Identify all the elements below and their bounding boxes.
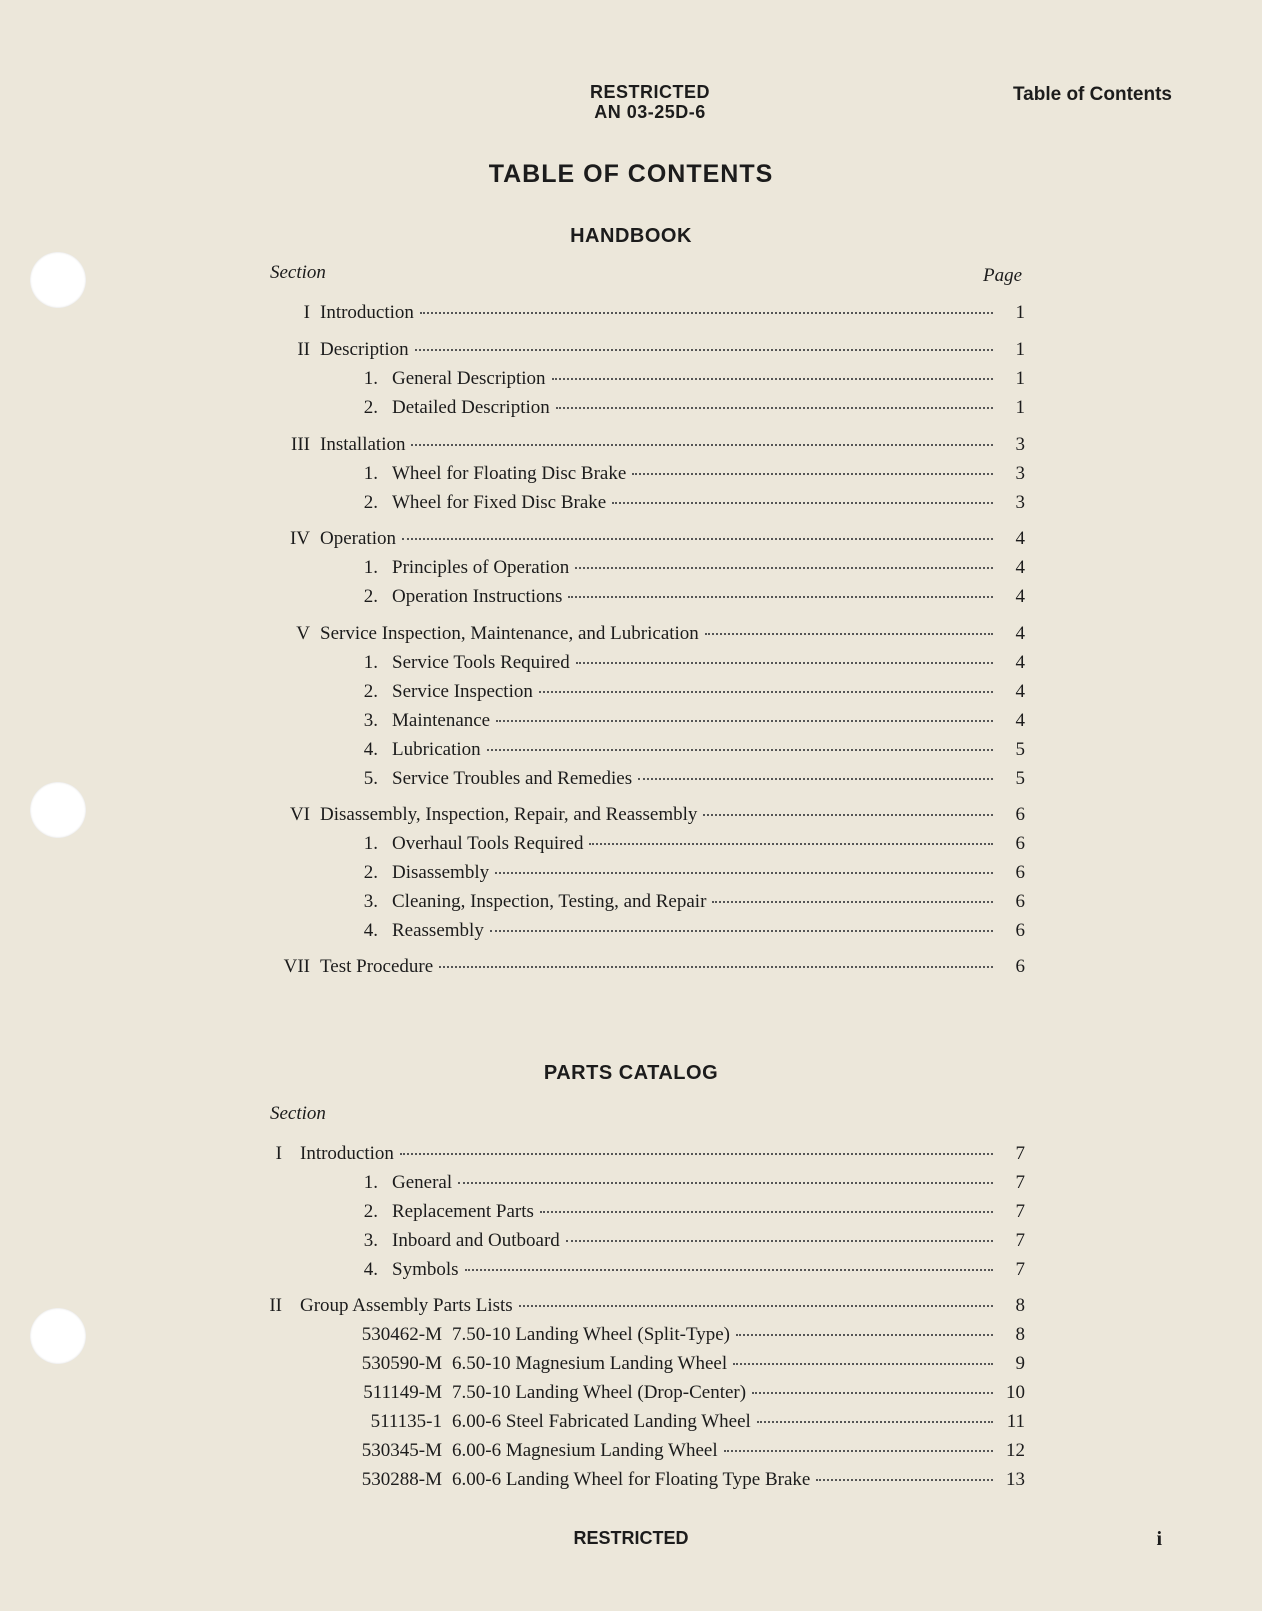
toc-row (270, 679, 1025, 705)
toc-row (270, 737, 1025, 763)
leader-dots (552, 378, 993, 380)
toc-page: 6 (1015, 862, 1025, 883)
toc-number: 530345-M (361, 1440, 442, 1461)
toc-entry (392, 918, 997, 944)
toc-entry (392, 708, 997, 734)
leader-dots (411, 444, 993, 446)
leader-dots (458, 1182, 993, 1184)
toc-number: VII (283, 956, 310, 977)
toc-number: II (269, 1295, 282, 1316)
toc-label: Replacement Parts (392, 1201, 534, 1222)
toc-number: VI (289, 804, 310, 825)
leader-dots (736, 1334, 993, 1336)
toc-label: 6.00-6 Steel Fabricated Landing Wheel (452, 1411, 751, 1432)
punch-hole (30, 1308, 86, 1364)
toc-page: 8 (1015, 1324, 1025, 1345)
toc-page: 6 (1015, 891, 1025, 912)
toc-entry (392, 490, 997, 516)
leader-dots (465, 1269, 993, 1271)
toc-number: 530590-M (361, 1353, 442, 1374)
toc-label: Group Assembly Parts Lists (300, 1295, 513, 1316)
toc-label: Disassembly (392, 862, 490, 883)
toc-number: 3. (363, 1230, 378, 1251)
toc-page: 4 (1015, 586, 1025, 607)
punch-hole (30, 782, 86, 838)
toc-row (270, 954, 1025, 980)
toc-row (270, 831, 1025, 857)
toc-page: 7 (1015, 1172, 1025, 1193)
leader-dots (400, 1153, 993, 1155)
toc-number: 2. (363, 586, 378, 607)
leader-dots (420, 312, 993, 314)
toc-page: 4 (1015, 710, 1025, 731)
toc-label: 6.00-6 Magnesium Landing Wheel (452, 1440, 718, 1461)
toc-label: Description (320, 339, 409, 360)
toc-number: 3. (363, 710, 378, 731)
toc-page: 4 (1015, 623, 1025, 644)
toc-row (270, 337, 1025, 363)
toc-row (270, 490, 1025, 516)
toc-number: I (275, 1143, 282, 1164)
toc-entry (392, 1170, 997, 1196)
leader-dots (705, 633, 993, 635)
toc-page: 4 (1015, 557, 1025, 578)
toc-number: 2. (363, 1201, 378, 1222)
toc-page: 11 (1006, 1411, 1025, 1432)
toc-row (270, 526, 1025, 552)
toc-label: Installation (320, 434, 406, 455)
toc-entry (300, 1293, 997, 1319)
toc-page: 7 (1015, 1143, 1025, 1164)
toc-row (270, 461, 1025, 487)
toc-number: 2. (363, 681, 378, 702)
toc-label: Wheel for Floating Disc Brake (392, 463, 627, 484)
toc-label: General (392, 1172, 453, 1193)
toc-row (270, 1170, 1025, 1196)
toc-row (270, 366, 1025, 392)
toc-entry (392, 889, 997, 915)
leader-dots (495, 872, 993, 874)
toc-entry (392, 461, 997, 487)
leader-dots (540, 1211, 993, 1213)
toc-number: 2. (363, 862, 378, 883)
toc-entry (320, 337, 997, 363)
toc-label: Introduction (300, 1143, 394, 1164)
toc-entry (320, 802, 997, 828)
toc-page: 4 (1015, 652, 1025, 673)
toc-label: Detailed Description (392, 397, 550, 418)
toc-row (270, 802, 1025, 828)
toc-entry (392, 395, 997, 421)
toc-entry (392, 366, 997, 392)
leader-dots (757, 1421, 993, 1423)
toc-entry (452, 1351, 997, 1377)
toc-entry (392, 1228, 997, 1254)
toc-entry (452, 1467, 997, 1493)
running-title: Table of Contents (1012, 84, 1172, 105)
toc-entry (452, 1322, 997, 1348)
toc-label: 6.00-6 Landing Wheel for Floating Type Brake (452, 1469, 811, 1490)
toc-number: 2. (363, 397, 378, 418)
leader-dots (439, 966, 993, 968)
toc-number: 1. (363, 463, 378, 484)
leader-dots (589, 843, 993, 845)
toc-number: 4. (363, 1259, 378, 1280)
toc-entry (392, 860, 997, 886)
toc-page: 3 (1015, 434, 1025, 455)
toc-row (270, 1409, 1025, 1435)
punch-hole (30, 252, 86, 308)
leader-dots (752, 1392, 993, 1394)
toc-page: 9 (1015, 1353, 1025, 1374)
toc-entry (392, 766, 997, 792)
handbook-section-label: Section (270, 262, 326, 283)
toc-label: Service Inspection, Maintenance, and Lubrication (320, 623, 699, 644)
toc-page: 1 (1015, 339, 1025, 360)
toc-label: Operation Instructions (392, 586, 563, 607)
toc-page: 1 (1015, 302, 1025, 323)
toc-number: 1. (363, 1172, 378, 1193)
toc-row (270, 1141, 1025, 1167)
toc-entry (320, 300, 997, 326)
leader-dots (402, 538, 993, 540)
toc-number: IV (289, 528, 310, 549)
toc-row (270, 395, 1025, 421)
toc-page: 6 (1015, 833, 1025, 854)
parts-catalog-heading: PARTS CATALOG (543, 1062, 719, 1084)
toc-page: 4 (1015, 681, 1025, 702)
toc-label: Overhaul Tools Required (392, 833, 584, 854)
toc-label: Maintenance (392, 710, 491, 731)
leader-dots (519, 1305, 993, 1307)
leader-dots (575, 567, 993, 569)
toc-entry (392, 1257, 997, 1283)
toc-label: Wheel for Fixed Disc Brake (392, 492, 607, 513)
leader-dots (724, 1450, 993, 1452)
toc-number: 1. (363, 368, 378, 389)
toc-number: 511149-M (363, 1382, 442, 1403)
toc-row (270, 708, 1025, 734)
leader-dots (638, 778, 993, 780)
toc-page: 6 (1015, 920, 1025, 941)
toc-number: 4. (363, 739, 378, 760)
toc-entry (392, 584, 997, 610)
toc-page: 3 (1015, 492, 1025, 513)
toc-page: 1 (1015, 368, 1025, 389)
toc-row (270, 1380, 1025, 1406)
toc-number: I (303, 302, 310, 323)
toc-number: 4. (363, 920, 378, 941)
toc-page: 3 (1015, 463, 1025, 484)
toc-page: 13 (1006, 1469, 1025, 1490)
toc-row (270, 1467, 1025, 1493)
leader-dots (712, 901, 993, 903)
toc-label: Service Inspection (392, 681, 533, 702)
toc-number: 511135-1 (370, 1411, 442, 1432)
toc-entry (392, 1199, 997, 1225)
toc-page: 6 (1015, 804, 1025, 825)
toc-row (270, 650, 1025, 676)
toc-number: 530462-M (361, 1324, 442, 1345)
toc-page: 7 (1015, 1259, 1025, 1280)
toc-entry (392, 679, 997, 705)
toc-entry (320, 526, 997, 552)
toc-number: 1. (363, 652, 378, 673)
header-classification: RESTRICTED (589, 82, 710, 102)
toc-row (270, 1228, 1025, 1254)
leader-dots (632, 473, 993, 475)
leader-dots (703, 814, 993, 816)
toc-label: Test Procedure (320, 956, 434, 977)
toc-label: Disassembly, Inspection, Repair, and Reassembly (320, 804, 698, 825)
toc-label: 6.50-10 Magnesium Landing Wheel (452, 1353, 728, 1374)
leader-dots (566, 1240, 993, 1242)
toc-entry (320, 621, 997, 647)
toc-entry (392, 650, 997, 676)
leader-dots (539, 691, 993, 693)
toc-row (270, 860, 1025, 886)
toc-entry (392, 737, 997, 763)
toc-row (270, 1322, 1025, 1348)
toc-row (270, 1257, 1025, 1283)
toc-row (270, 889, 1025, 915)
toc-entry (452, 1380, 997, 1406)
leader-dots (612, 502, 993, 504)
toc-number: 1. (363, 557, 378, 578)
toc-label: Lubrication (392, 739, 481, 760)
toc-page: 10 (1006, 1382, 1025, 1403)
toc-row (270, 621, 1025, 647)
leader-dots (568, 596, 993, 598)
leader-dots (490, 930, 993, 932)
leader-dots (496, 720, 993, 722)
toc-page: 4 (1015, 528, 1025, 549)
footer-classification: RESTRICTED (573, 1528, 689, 1548)
handbook-page-label: Page (983, 265, 1023, 286)
leader-dots (816, 1479, 993, 1481)
toc-label: General Description (392, 368, 546, 389)
toc-row (270, 555, 1025, 581)
toc-row (270, 766, 1025, 792)
toc-row (270, 1199, 1025, 1225)
toc-label: Reassembly (392, 920, 484, 941)
toc-number: II (297, 339, 310, 360)
toc-number: 3. (363, 891, 378, 912)
toc-label: Service Tools Required (392, 652, 570, 673)
toc-entry (452, 1438, 997, 1464)
header-doc-number: AN 03-25D-6 (594, 102, 706, 122)
toc-page: 7 (1015, 1230, 1025, 1251)
leader-dots (576, 662, 993, 664)
toc-page: 5 (1015, 768, 1025, 789)
toc-label: Service Troubles and Remedies (392, 768, 633, 789)
toc-page: 8 (1015, 1295, 1025, 1316)
toc-number: 2. (363, 492, 378, 513)
toc-number: 530288-M (361, 1469, 442, 1490)
toc-label: Cleaning, Inspection, Testing, and Repair (392, 891, 707, 912)
toc-row (270, 1438, 1025, 1464)
toc-page: 1 (1015, 397, 1025, 418)
toc-label: Introduction (320, 302, 414, 323)
toc-row (270, 584, 1025, 610)
toc-row (270, 432, 1025, 458)
leader-dots (556, 407, 993, 409)
page-number: i (1156, 1528, 1162, 1550)
toc-row (270, 1293, 1025, 1319)
toc-number: III (291, 434, 310, 455)
handbook-heading: HANDBOOK (570, 225, 692, 247)
toc-page: 6 (1015, 956, 1025, 977)
toc-entry (452, 1409, 997, 1435)
leader-dots (487, 749, 993, 751)
toc-label: 7.50-10 Landing Wheel (Drop-Center) (452, 1382, 747, 1403)
page-title: TABLE OF CONTENTS (488, 160, 774, 188)
toc-number: 5. (363, 768, 378, 789)
toc-page: 12 (1006, 1440, 1025, 1461)
toc-row (270, 918, 1025, 944)
leader-dots (415, 349, 993, 351)
toc-label: 7.50-10 Landing Wheel (Split-Type) (452, 1324, 730, 1345)
parts-section-label: Section (270, 1103, 326, 1124)
toc-number: 1. (363, 833, 378, 854)
toc-entry (320, 954, 997, 980)
toc-label: Operation (320, 528, 396, 549)
toc-row (270, 300, 1025, 326)
toc-entry (320, 432, 997, 458)
toc-label: Principles of Operation (392, 557, 570, 578)
toc-label: Inboard and Outboard (392, 1230, 560, 1251)
toc-label: Symbols (392, 1259, 459, 1280)
toc-number: V (296, 623, 310, 644)
toc-entry (392, 555, 997, 581)
toc-row (270, 1351, 1025, 1377)
toc-entry (392, 831, 997, 857)
toc-page: 7 (1015, 1201, 1025, 1222)
toc-page: 5 (1015, 739, 1025, 760)
leader-dots (733, 1363, 993, 1365)
toc-entry (300, 1141, 997, 1167)
